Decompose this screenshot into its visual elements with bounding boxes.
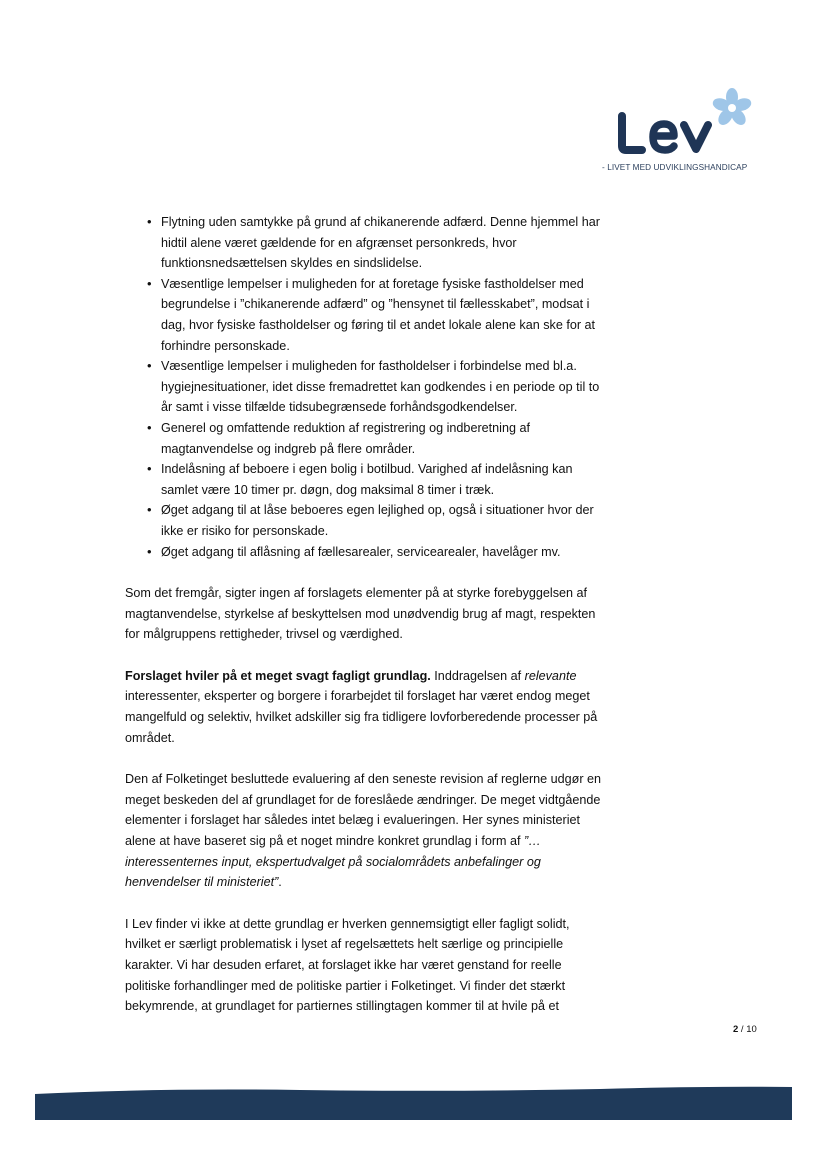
bullet-item: • Øget adgang til at låse beboeres egen lejlighed op, også i situationer hvor der ikke er risiko for personskade. (161, 500, 605, 541)
page-number-separator: / (738, 1024, 747, 1035)
paragraph-2-text-a: Inddragelsen af (430, 668, 525, 683)
document-body (125, 212, 605, 1017)
lev-logo (602, 88, 762, 178)
bullet-list (125, 212, 605, 562)
bullet-item: • Øget adgang til aflåsning af fællesarealer, servicearealer, havelåger mv. (161, 542, 605, 563)
paragraph-4: I Lev finder vi ikke at dette grundlag er hverken gennemsigtigt eller fagligt solidt, hvilket er særligt problematisk i lyset af regelsættets helt særlige og principielle karakter. Vi har desuden erfaret, at forslaget ikke har været genstand for reelle politiske forhandlinger med de politiske partier i Folketinget. Vi finder det stærkt bekymrende, at grundlaget for partiernes stillingtagen kommer til at hvile på et (125, 916, 570, 1014)
paragraph-3-text-b: . (278, 875, 282, 890)
logo-tagline: - LIVET MED UDVIKLINGSHANDICAP (602, 163, 748, 172)
bullet-item: • Generel og omfattende reduktion af registrering og indberetning af magtanvendelse og indgreb på flere områder. (161, 418, 605, 459)
paragraph-3-quote: ”…interessenternes input, ekspertudvalget på socialområdets anbefalinger og henvendelser til ministeriet” (125, 834, 541, 890)
bullet-item: • Indelåsning af beboere i egen bolig i botilbud. Varighed af indelåsning kan samlet være 10 timer pr. døgn, dog maksimal 8 timer i træk. (161, 459, 605, 500)
bullet-item: • Flytning uden samtykke på grund af chikanerende adfærd. Denne hjemmel har hidtil alene været gældende for en afgrænset personkreds, hvor funktionsnedsættelsen skyldes en sindslidelse. (161, 212, 605, 274)
paragraph-3-text-a: Den af Folketinget besluttede evaluering af den seneste revision af reglerne udgør en meget beskeden del af grundlaget for de foreslåede ændringer. De meget vidtgående elementer i forslaget har således intet belæg i evalueringen. Her synes ministeriet alene at have baseret sig på et noget mindre konkret grundlag i form af (125, 772, 602, 849)
footer-wave-band (0, 1078, 827, 1128)
bullet-item: • Væsentlige lempelser i muligheden for at foretage fysiske fastholdelser med begrundelse i ”chikanerende adfærd” og ”hensynet til fællesskabet”, modsat i dag, hvor fysiske fastholdelser og føring til et andet lokale alene kan ske for at forhindre personskade. (161, 274, 605, 356)
paragraph-2 (125, 666, 605, 748)
page-number (733, 1024, 757, 1035)
lev-logo-mark (612, 88, 762, 158)
page-number-total: 10 (746, 1024, 757, 1035)
bullet-item: • Væsentlige lempelser i muligheden for fastholdelser i forbindelse med bl.a. hygiejnesituationer, idet disse fremadrettet kan godkendes i en periode op til to år samt i visse tilfælde tidsubegrænsede forhåndsgodkendelser. (161, 356, 605, 418)
paragraph-2-italic: relevante (524, 668, 577, 683)
page-number-current: 2 (733, 1024, 739, 1035)
paragraph-2-bold: Forslaget hviler på et meget svagt fagligt grundlag. (125, 668, 431, 683)
flower-icon (711, 88, 753, 128)
paragraph-1: Som det fremgår, sigter ingen af forslagets elementer på at styrke forebyggelsen af magtanvendelse, styrkelse af beskyttelsen mod unødvendig brug af magt, respekten for målgruppens rettigheder, trivsel og værdighed. (125, 586, 596, 642)
paragraph-2-text-b: interessenter, eksperter og borgere i forarbejdet til forslaget har været endog meget mangelfuld og selektiv, hvilket adskiller sig fra tidligere lovforberedende processer på området. (125, 689, 598, 745)
paragraph-3 (125, 769, 605, 893)
